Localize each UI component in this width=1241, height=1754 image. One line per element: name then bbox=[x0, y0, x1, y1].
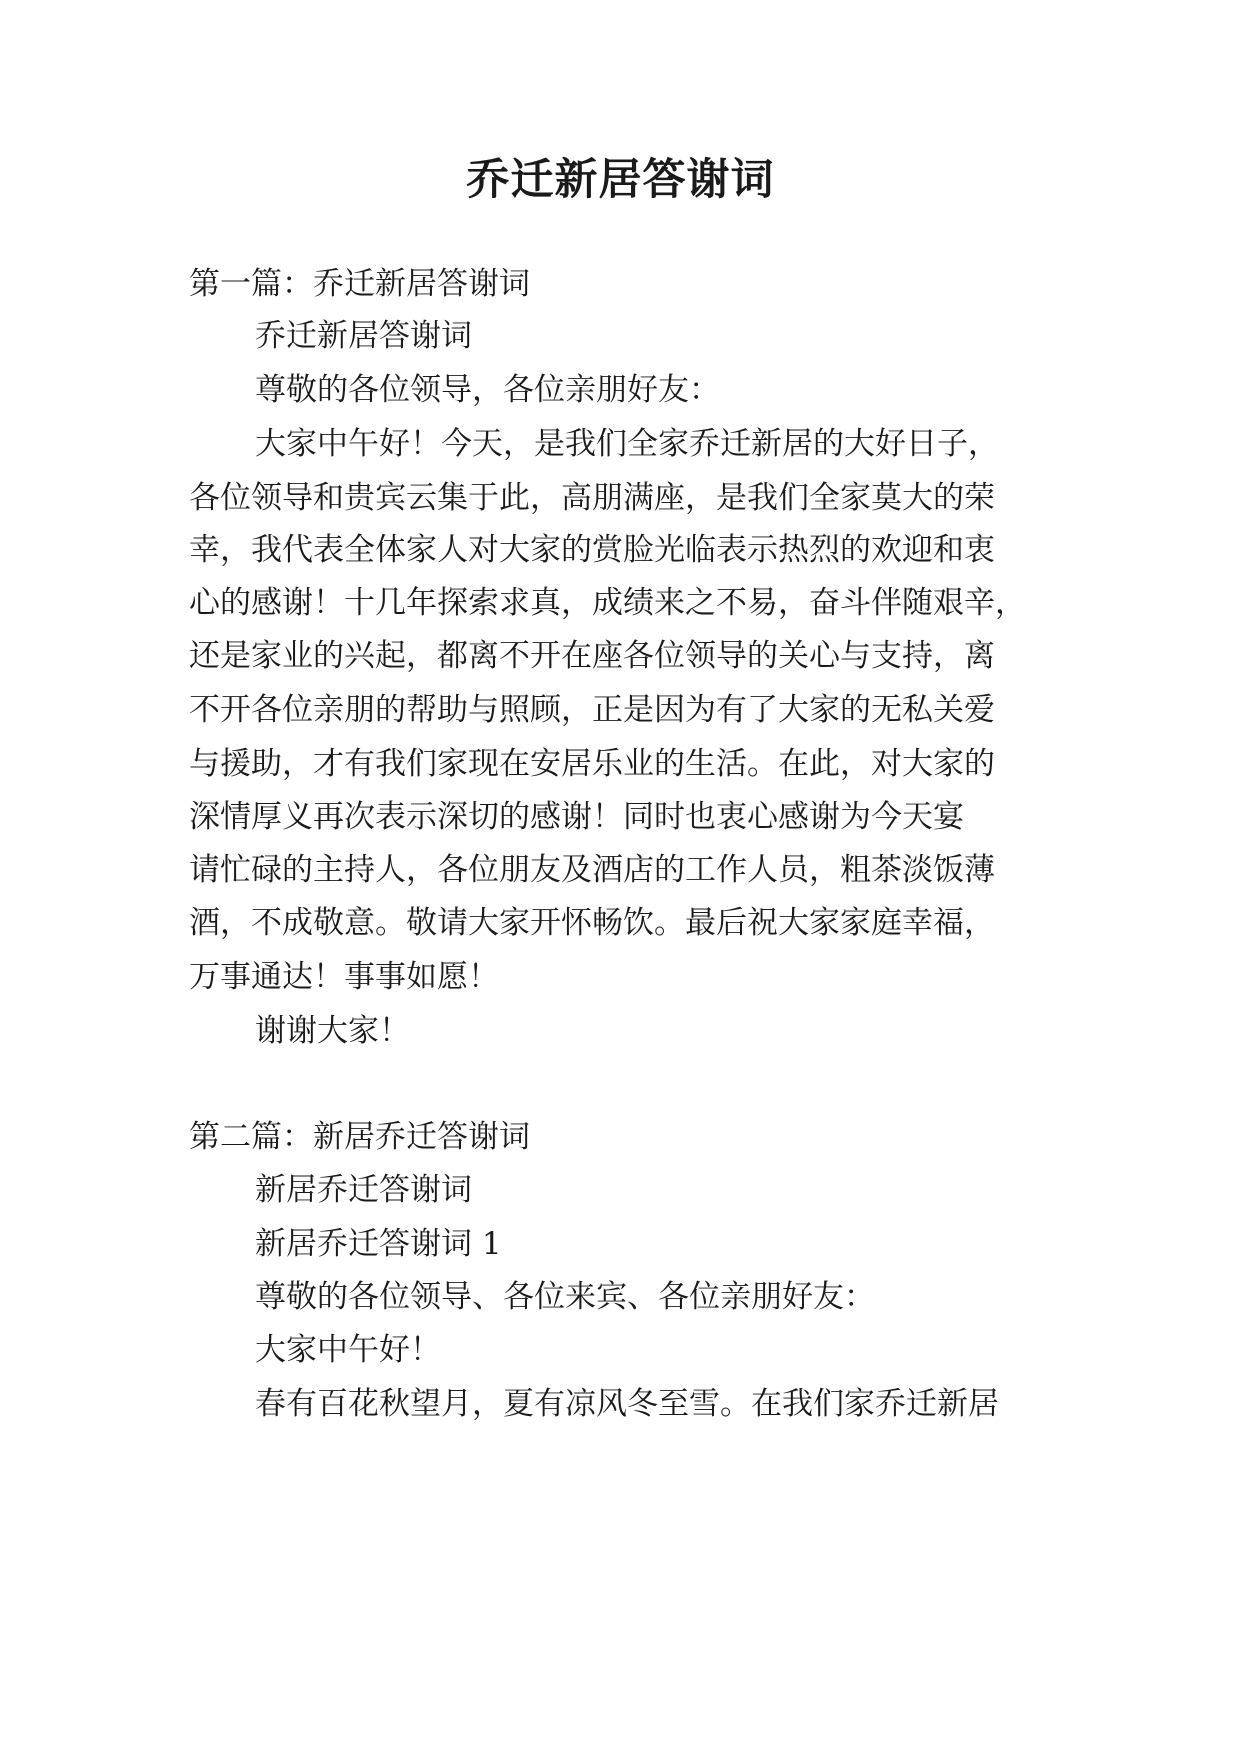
section1-closing: 谢谢大家！ bbox=[255, 1013, 410, 1049]
section1-body-line: 深情厚义再次表示深切的感谢！同时也衷心感谢为今天宴 bbox=[189, 799, 964, 835]
section1-body-line: 各位领导和贵宾云集于此，高朋满座，是我们全家莫大的荣 bbox=[189, 480, 995, 516]
section1-body-line: 还是家业的兴起，都离不开在座各位领导的关心与支持，离 bbox=[189, 638, 995, 674]
section1-heading: 第一篇：乔迁新居答谢词 bbox=[189, 266, 530, 302]
section1-body-line: 万事通达！事事如愿！ bbox=[189, 959, 499, 995]
section1-body-line: 幸，我代表全体家人对大家的赏脸光临表示热烈的欢迎和衷 bbox=[189, 532, 995, 568]
section2-salutation: 尊敬的各位领导、各位来宾、各位亲朋好友： bbox=[255, 1279, 875, 1315]
section2-body-line: 春有百花秋望月，夏有凉风冬至雪。在我们家乔迁新居 bbox=[255, 1386, 999, 1422]
document-title: 乔迁新居答谢词 bbox=[466, 155, 775, 205]
section1-body-line: 心的感谢！十几年探索求真，成绩来之不易，奋斗伴随艰辛， bbox=[189, 585, 1026, 621]
section1-body-line: 与援助，才有我们家现在安居乐业的生活。在此，对大家的 bbox=[189, 746, 995, 782]
section1-salutation: 尊敬的各位领导，各位亲朋好友： bbox=[255, 372, 720, 408]
section2-subtitle-numbered: 新居乔迁答谢词 1 bbox=[255, 1226, 502, 1262]
section1-body-line: 大家中午好！今天，是我们全家乔迁新居的大好日子， bbox=[255, 426, 999, 462]
section1-body-line: 不开各位亲朋的帮助与照顾，正是因为有了大家的无私关爱 bbox=[189, 692, 995, 728]
section1-body-line: 请忙碌的主持人，各位朋友及酒店的工作人员，粗茶淡饭薄 bbox=[189, 852, 995, 888]
section1-subtitle: 乔迁新居答谢词 bbox=[255, 318, 472, 354]
section2-subtitle: 新居乔迁答谢词 bbox=[255, 1172, 472, 1208]
section2-greeting: 大家中午好！ bbox=[255, 1332, 441, 1368]
section1-body-line: 酒，不成敬意。敬请大家开怀畅饮。最后祝大家家庭幸福， bbox=[189, 905, 995, 941]
section2-heading: 第二篇：新居乔迁答谢词 bbox=[189, 1119, 530, 1155]
